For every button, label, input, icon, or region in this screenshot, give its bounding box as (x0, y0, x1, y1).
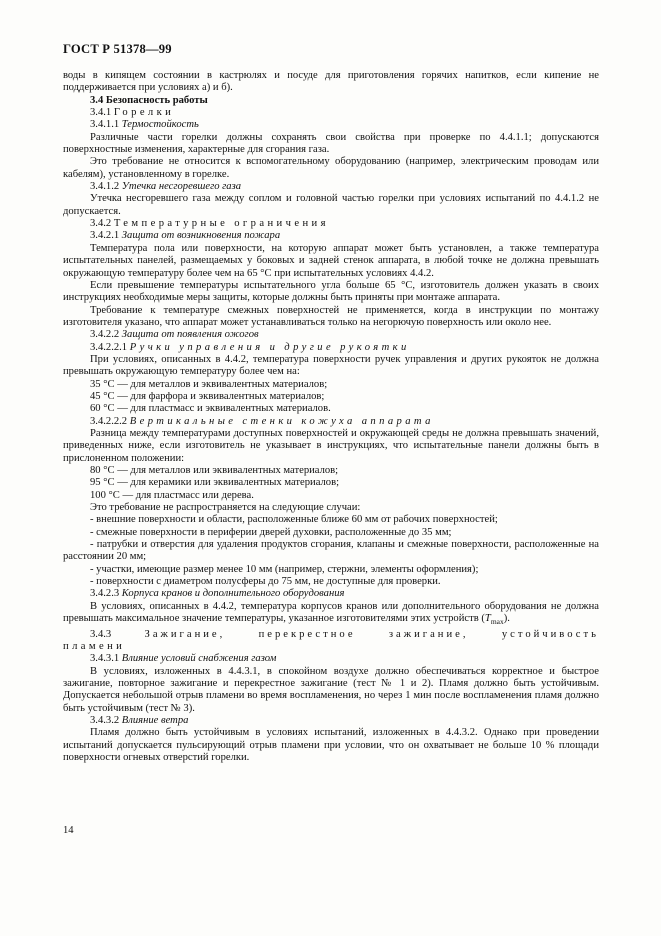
paragraph (63, 601, 599, 629)
section-title: Горелки (113, 107, 175, 119)
section-3-4-1-1-heading (63, 119, 599, 131)
exception-list-item: - патрубки и отверстия для удаления продуктов сгорания, клапаны и смежные поверхности, расположенные на расстоянии 20 мм; (63, 539, 599, 563)
section-title: Корпуса кранов и дополнительного оборудования (121, 588, 345, 600)
section-3-4-3-1-heading (63, 653, 599, 665)
temperature-limit-item: 35 °С — для металлов и эквивалентных материалов; (90, 378, 328, 390)
section-3-4-3-heading-cont (63, 641, 599, 653)
section-number: 3.4.1 (90, 107, 112, 119)
heading-word: перекрестное (258, 628, 356, 640)
paragraph: Это требование не относится к вспомогательному оборудованию (например, электрическим проводам или кабелям), установленному в горелке. (63, 156, 599, 180)
paragraph: В условиях, изложенных в 4.4.3.1, в спокойном воздухе должно обеспечиваться корректное и быстрое зажигание, повторное зажигание и перекрестное зажигание (тест № 1 и 2). Пламя должно быть устойчивым. Допускается небольшой отрыв пламени во время воспламенения, но через 1 мин после воспламенения пламя должно быть устойчивым (тест № 3). (63, 665, 599, 714)
exception-list-item: - поверхности с диаметром полусферы до 75 мм, не доступные для проверки. (90, 576, 441, 588)
section-number: 3.4.3.1 (90, 653, 120, 665)
paragraph-text: ). (503, 613, 510, 625)
page-number: 14 (63, 825, 74, 836)
section-title: Защита от появления ожогов (121, 329, 259, 341)
paragraph-intro: воды в кипящем состоянии в кастрюлях и посуде для приготовления горячих напитков, если кипение не поддерживается при условиях а) и б). (63, 70, 599, 94)
section-3-4-1-heading (63, 107, 599, 119)
paragraph: Утечка несгоревшего газа между соплом и головной частью горелки при условиях испытаний по 4.4.1.2 не допускается. (63, 193, 599, 217)
section-number: 3.4.1.2 (90, 181, 120, 193)
paragraph: Различные части горелки должны сохранять свои свойства при проверке по 4.4.1.1; допускаются поверхностные изменения, характерные для сгорания газа. (63, 131, 599, 156)
temperature-limit-item: 60 °С — для пластмасс и эквивалентных материалов. (90, 403, 331, 415)
exception-list-item: - участки, имеющие размер менее 10 мм (например, стержни, элементы оформления); (90, 563, 479, 575)
section-3-4-2-2-2-heading (63, 416, 599, 428)
temperature-limit-item: 95 °С — для керамики или эквивалентных материалов; (90, 477, 340, 489)
section-number: 3.4.2.3 (90, 588, 120, 600)
section-title: Утечка несгоревшего газа (121, 181, 242, 193)
paragraph-text: В условиях, описанных в 4.4.2, температура корпусов кранов или дополнительного оборудования не должна превышать максимальное значение температуры, указанное изготовителями этих устройств ( (63, 600, 599, 625)
heading-word: Зажигание, (144, 628, 226, 640)
paragraph: Если превышение температуры испытательного угла больше 65 °С, изготовитель должен указать в своих инструкциях необходимые меры защиты, которые должны быть приняты при монтаже аппарата. (63, 279, 599, 304)
section-3-4-2-1-heading (63, 230, 599, 242)
paragraph: Пламя должно быть устойчивым в условиях испытаний, изложенных в 4.4.3.2. Однако при проведении испытаний допускается пульсирующий отрыв пламени при условии, что он охватывает не больше 10 % площади поверхности огневых отверстий горелки. (63, 727, 599, 764)
section-3-4-2-3-heading (63, 588, 599, 600)
section-number: 3.4.2.2 (90, 329, 120, 341)
section-3-4-1-2-heading (63, 181, 599, 193)
section-3-4-2-heading (63, 218, 599, 230)
temperature-limit-item: 80 °С — для металлов или эквивалентных материалов; (90, 465, 339, 476)
paragraph: Разница между температурами доступных поверхностей и окружающей среды не должна превышать значений, приведенных ниже, если изготовитель не указывает в инструкциях, что испытательные панели должны быть в прислоненном положении: (63, 427, 599, 464)
section-title: Защита от возникновения пожара (121, 230, 281, 242)
section-title: Ручки управления и другие рукоятки (129, 341, 410, 353)
t-max-variable: T (484, 613, 491, 625)
section-number: 3.4.3.2 (90, 714, 120, 726)
heading-word: устойчивость (501, 628, 599, 640)
paragraph: Это требование не распространяется на следующие случаи: (90, 502, 361, 514)
paragraph: Температура пола или поверхности, на которую аппарат может быть установлен, а также температура испытательных панелей, размещаемых у боковых и задней стенок аппарата, в любой точке не должна превышать окружающую температуру более чем на 65 °С при испытательных условиях 4.4.2. (63, 242, 599, 279)
section-title: Термостойкость (121, 119, 199, 131)
section-3-4-heading: 3.4 Безопасность работы (90, 94, 208, 106)
section-number: 3.4.2.1 (90, 230, 120, 242)
section-number: 3.4.2 (90, 218, 112, 230)
paragraph: При условиях, описанных в 4.4.2, температура поверхности ручек управления и других рукояток не должна превышать окружающую температуру более чем на: (63, 353, 599, 378)
temperature-limit-item: 45 °С — для фарфора и эквивалентных материалов; (90, 390, 325, 402)
section-number: 3.4.1.1 (90, 119, 120, 131)
heading-word: пламени (63, 640, 126, 652)
section-title: Влияние ветра (121, 714, 189, 726)
document-body (63, 70, 599, 764)
section-number: 3.4.3 (90, 628, 112, 640)
section-3-4-2-2-heading (63, 329, 599, 341)
section-3-4-3-heading (63, 629, 599, 641)
section-title: Влияние условий снабжения газом (121, 653, 277, 665)
section-3-4-3-2-heading (63, 715, 599, 727)
section-title: Вертикальные стенки кожуха аппарата (129, 415, 434, 427)
section-title: Температурные ограничения (113, 218, 329, 230)
exception-list-item: - внешние поверхности и области, расположенные ближе 60 мм от рабочих поверхностей; (90, 514, 498, 526)
section-number: 3.4.2.2.2 (90, 415, 128, 427)
exception-list-item: - смежные поверхности в периферии дверей духовки, расположенные до 35 мм; (90, 526, 452, 538)
t-max-subscript: max (490, 617, 504, 627)
paragraph: Требование к температуре смежных поверхностей не применяется, когда в инструкции по монтажу изготовителя указано, что аппарат может устанавливаться только на негорючую поверхность или около нее. (63, 304, 599, 328)
heading-word: зажигание, (388, 628, 469, 640)
temperature-limit-item: 100 °С — для пластмасс или дерева. (90, 489, 254, 501)
section-number: 3.4.2.2.1 (90, 341, 128, 353)
section-3-4-2-2-1-heading (63, 342, 599, 354)
standard-header: ГОСТ Р 51378—99 (63, 42, 172, 56)
